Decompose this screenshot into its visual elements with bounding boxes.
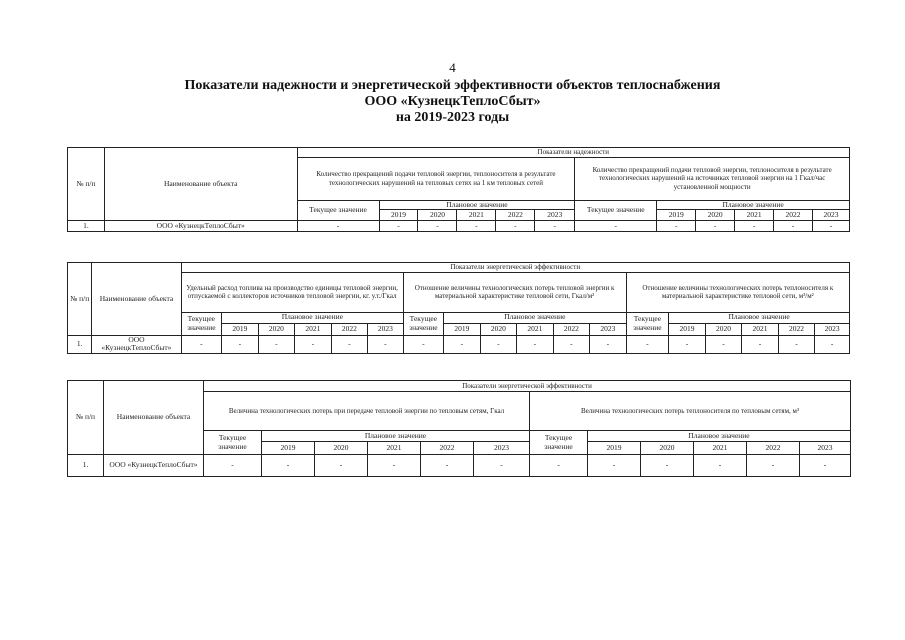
cell-value: - <box>694 455 747 477</box>
year-header: 2021 <box>742 323 779 335</box>
planned-value-header: Плановое значение <box>669 312 850 323</box>
cell-value: - <box>403 335 444 353</box>
cell-value: - <box>778 335 815 353</box>
year-header: 2023 <box>590 323 627 335</box>
cell-value: - <box>457 221 496 232</box>
indicator-header: Количество прекращений подачи тепловой энергии, теплоносителя в результате технологических нарушений на источниках тепловой энергии на 1 Гкал/час установленной мощности <box>575 157 850 200</box>
cell-value: - <box>590 335 627 353</box>
col-header-num: № п/п <box>68 263 92 336</box>
cell-value: - <box>705 335 742 353</box>
year-header: 2021 <box>295 323 332 335</box>
year-header: 2021 <box>368 442 421 455</box>
col-header-num: № п/п <box>68 381 104 455</box>
col-header-num: № п/п <box>68 148 105 221</box>
cell-value: - <box>204 455 262 477</box>
indicator-header: Количество прекращений подачи тепловой энергии, теплоносителя в результате технологических нарушений на тепловых сетях на 1 км тепловых сетей <box>297 157 575 200</box>
cell-value: - <box>774 221 813 232</box>
year-header: 2022 <box>778 323 815 335</box>
table-row <box>68 221 850 232</box>
cell-value: - <box>421 455 474 477</box>
cell-value: - <box>641 455 694 477</box>
year-header: 2022 <box>774 210 813 221</box>
year-header: 2022 <box>496 210 535 221</box>
cell-value: - <box>368 455 421 477</box>
cell-value: - <box>626 335 669 353</box>
cell-value: - <box>588 455 641 477</box>
year-header: 2023 <box>813 210 850 221</box>
year-header: 2019 <box>262 442 315 455</box>
current-value-header: Текущее значение <box>403 312 444 335</box>
year-header: 2019 <box>669 323 706 335</box>
energy-efficiency-table <box>67 262 850 354</box>
col-header-name: Наименование объекта <box>104 381 204 455</box>
losses-table <box>67 380 851 477</box>
cell-value: - <box>368 335 403 353</box>
year-header: 2020 <box>696 210 735 221</box>
year-header: 2020 <box>258 323 295 335</box>
cell-value: - <box>258 335 295 353</box>
row-number: 1. <box>68 455 104 477</box>
current-value-header: Текущее значение <box>530 431 588 455</box>
planned-value-header: Плановое значение <box>588 431 851 442</box>
planned-value-header: Плановое значение <box>444 312 627 323</box>
planned-value-header: Плановое значение <box>262 431 530 442</box>
cell-value: - <box>800 455 851 477</box>
reliability-table <box>67 147 850 232</box>
planned-value-header: Плановое значение <box>657 200 850 210</box>
cell-value: - <box>735 221 774 232</box>
cell-value: - <box>496 221 535 232</box>
col-header-name: Наименование объекта <box>92 263 181 336</box>
current-value-header: Текущее значение <box>626 312 669 335</box>
title-line-2: ООО «КузнецкТеплоСбыт» <box>364 94 541 109</box>
year-header: 2023 <box>800 442 851 455</box>
cell-value: - <box>331 335 368 353</box>
cell-value: - <box>813 221 850 232</box>
cell-value: - <box>575 221 657 232</box>
year-header: 2019 <box>588 442 641 455</box>
current-value-header: Текущее значение <box>575 200 657 221</box>
year-header: 2023 <box>535 210 575 221</box>
cell-value: - <box>418 221 457 232</box>
year-header: 2022 <box>331 323 368 335</box>
cell-value: - <box>669 335 706 353</box>
cell-value: - <box>262 455 315 477</box>
year-header: 2022 <box>747 442 800 455</box>
year-header: 2020 <box>418 210 457 221</box>
cell-value: - <box>181 335 222 353</box>
year-header: 2020 <box>705 323 742 335</box>
year-header: 2021 <box>694 442 747 455</box>
cell-value: - <box>530 455 588 477</box>
year-header: 2019 <box>379 210 418 221</box>
year-header: 2020 <box>480 323 517 335</box>
year-header: 2020 <box>315 442 368 455</box>
object-name: ООО «КузнецкТеплоСбыт» <box>92 335 181 353</box>
indicator-header: Удельный расход топлива на производство единицы тепловой энергии, отпускаемой с коллекторов источников тепловой энергии, кг. у.т./Гкал <box>181 272 403 312</box>
year-header: 2019 <box>657 210 696 221</box>
document-title <box>0 78 905 126</box>
col-header-name: Наименование объекта <box>104 148 297 221</box>
cell-value: - <box>295 335 332 353</box>
year-header: 2023 <box>474 442 530 455</box>
cell-value: - <box>444 335 481 353</box>
indicator-header: Величина технологических потерь теплоносителя по тепловым сетям, м³ <box>530 392 851 431</box>
title-line-1: Показатели надежности и энергетической эффективности объектов теплоснабжения <box>184 78 721 93</box>
cell-value: - <box>696 221 735 232</box>
cell-value: - <box>657 221 696 232</box>
year-header: 2020 <box>641 442 694 455</box>
object-name: ООО «КузнецкТеплоСбыт» <box>104 221 297 232</box>
indicator-header: Отношение величины технологических потерь тепловой энергии к материальной характеристике тепловой сети, Гкал/м² <box>403 272 626 312</box>
planned-value-header: Плановое значение <box>222 312 403 323</box>
table-row <box>68 335 850 353</box>
year-header: 2019 <box>444 323 481 335</box>
year-header: 2023 <box>815 323 850 335</box>
year-header: 2021 <box>735 210 774 221</box>
cell-value: - <box>747 455 800 477</box>
cell-value: - <box>517 335 554 353</box>
current-value-header: Текущее значение <box>297 200 379 221</box>
group-header: Показатели надежности <box>297 148 849 158</box>
year-header: 2022 <box>421 442 474 455</box>
group-header: Показатели энергетической эффективности <box>181 263 849 273</box>
object-name: ООО «КузнецкТеплоСбыт» <box>104 455 204 477</box>
year-header: 2021 <box>517 323 554 335</box>
group-header: Показатели энергетической эффективности <box>204 381 851 392</box>
row-number: 1. <box>68 221 105 232</box>
current-value-header: Текущее значение <box>181 312 222 335</box>
year-header: 2022 <box>553 323 590 335</box>
table-row <box>68 455 851 477</box>
cell-value: - <box>480 335 517 353</box>
current-value-header: Текущее значение <box>204 431 262 455</box>
title-line-3: на 2019-2023 годы <box>395 110 510 125</box>
cell-value: - <box>553 335 590 353</box>
year-header: 2023 <box>368 323 403 335</box>
cell-value: - <box>297 221 379 232</box>
planned-value-header: Плановое значение <box>379 200 575 210</box>
cell-value: - <box>815 335 850 353</box>
indicator-header: Отношение величины технологических потерь теплоносителя к материальной характеристике тепловой сети, м³/м² <box>626 272 849 312</box>
year-header: 2021 <box>457 210 496 221</box>
page-number: 4 <box>449 60 456 75</box>
year-header: 2019 <box>222 323 259 335</box>
row-number: 1. <box>68 335 92 353</box>
cell-value: - <box>474 455 530 477</box>
cell-value: - <box>222 335 259 353</box>
cell-value: - <box>742 335 779 353</box>
indicator-header: Величина технологических потерь при передаче тепловой энергии по тепловым сетям, Гкал <box>204 392 530 431</box>
cell-value: - <box>379 221 418 232</box>
cell-value: - <box>315 455 368 477</box>
cell-value: - <box>535 221 575 232</box>
